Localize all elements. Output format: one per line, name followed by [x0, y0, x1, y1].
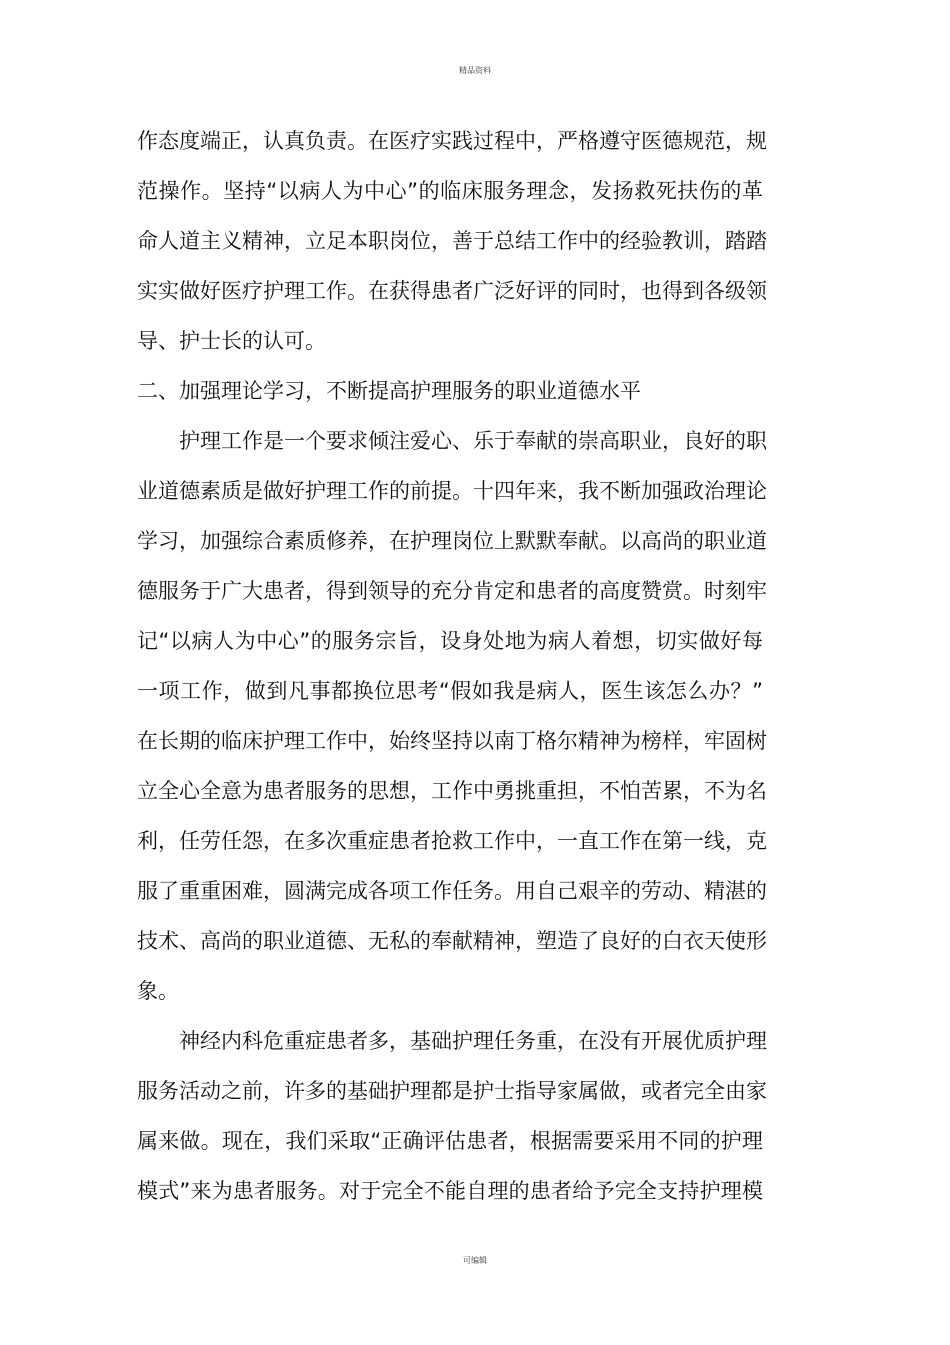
- text-line: 业道德素质是做好护理工作的前提。十四年来，我不断加强政治理论: [137, 479, 767, 503]
- text-line: 学习，加强综合素质修养，在护理岗位上默默奉献。以高尚的职业道: [137, 529, 767, 553]
- text-line: 服务活动之前，许多的基础护理都是护士指导家属做，或者完全由家: [137, 1079, 767, 1103]
- text-line: 范操作。坚持“以病人为中心”的临床服务理念，发扬救死扶伤的革: [137, 179, 763, 203]
- paragraph-first-line: 护理工作是一个要求倾注爱心、乐于奉献的崇高职业，良好的职: [179, 429, 767, 453]
- text-line: 技术、高尚的职业道德、无私的奉献精神，塑造了良好的白衣天使形: [137, 929, 767, 953]
- text-line: 一项工作，做到凡事都换位思考“假如我是病人，医生该怎么办？”: [137, 679, 763, 703]
- text-line: 象。: [137, 979, 179, 1003]
- text-line: 德服务于广大患者，得到领导的充分肯定和患者的高度赞赏。时刻牢: [137, 579, 767, 603]
- text-line: 服了重重困难，圆满完成各项工作任务。用自己艰辛的劳动、精湛的: [137, 879, 767, 903]
- paragraph-first-line: 神经内科危重症患者多，基础护理任务重，在没有开展优质护理: [179, 1029, 767, 1053]
- text-line: 属来做。现在，我们采取“正确评估患者，根据需要采用不同的护理: [137, 1129, 763, 1153]
- text-line: 立全心全意为患者服务的思想，工作中勇挑重担，不怕苦累，不为名: [137, 779, 767, 803]
- page-header-mark: 精品资料: [459, 66, 491, 75]
- text-line: 导、护士长的认可。: [137, 329, 326, 353]
- text-line: 命人道主义精神，立足本职岗位，善于总结工作中的经验教训，踏踏: [137, 229, 767, 253]
- section-heading: 二、加强理论学习，不断提高护理服务的职业道德水平: [137, 379, 641, 403]
- page-footer-mark: 可编辑: [463, 1256, 487, 1265]
- text-line: 记“以病人为中心”的服务宗旨，设身处地为病人着想，切实做好每: [137, 629, 763, 653]
- text-line: 作态度端正，认真负责。在医疗实践过程中，严格遵守医德规范，规: [137, 129, 767, 153]
- text-line: 利，任劳任怨，在多次重症患者抢救工作中，一直工作在第一线，克: [137, 829, 767, 853]
- text-line: 在长期的临床护理工作中，始终坚持以南丁格尔精神为榜样，牢固树: [137, 729, 767, 753]
- text-line: 实实做好医疗护理工作。在获得患者广泛好评的同时，也得到各级领: [137, 279, 767, 303]
- text-line: 模式”来为患者服务。对于完全不能自理的患者给予完全支持护理模: [137, 1179, 763, 1203]
